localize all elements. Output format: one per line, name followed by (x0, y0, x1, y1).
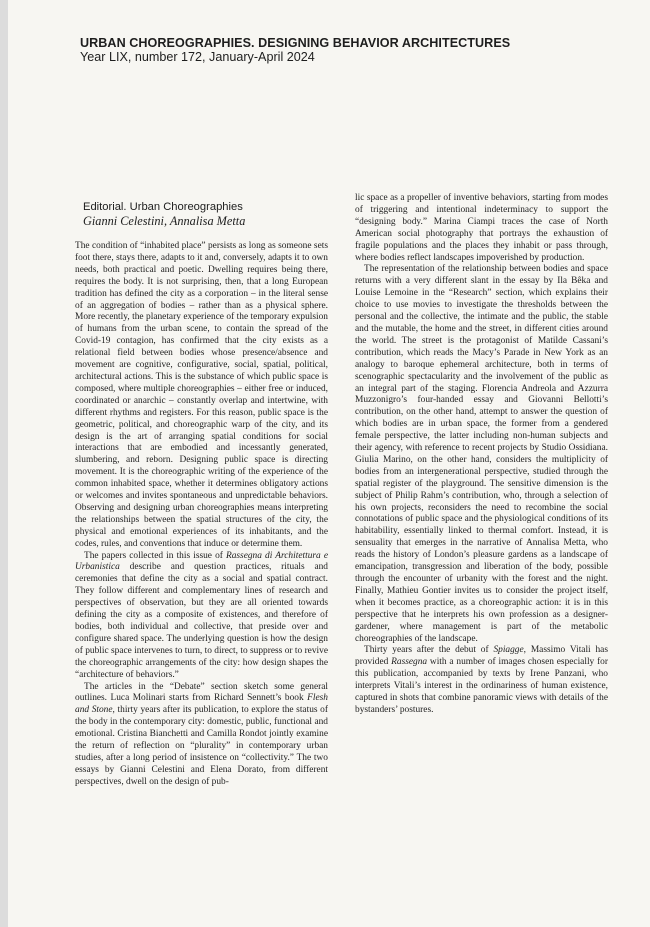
editorial-label: Editorial. Urban Choreographies (83, 201, 243, 213)
paragraph: The condition of “inhabited place” persists as long as someone sets foot there, stays there, adapts to it and, conversely, adapts it to own needs, both practical and poetic. Dwelling requires being there, requires the body. It is not surprising, then, that a long European tradition has defined the city as a corporation – in the literal sense of an aggregation of bodies – rather than as a physical sphere. More recently, the planetary experience of the temporary expulsion of humans from the urban scene, to contain the spread of the Covid-19 contagion, has confirmed that the city exists as a relational field between bodies whose presence/absence and movement are cognitive, configurative, social, spatial, political, architectural actions. This is the substance of which public space is composed, where multiple choreographies – either free or induced, coordinated or anarchic – constantly overlap and intertwine, with different rhythms and registers. For this reason, public space is the geometric, political, and choreographic warp of the city, and its design is the art of arranging spatial conditions for social interactions that are embodied and incessantly generated, slumbering, and reborn. Designing public space is directing movement. It is the choreographic writing of the experience of the common inhabited space, whether it determines obligatory actions or welcomes and invites spontaneous and unpredictable behaviors. Observing and designing urban choreographies means interpreting the relationships between the spatial structures of the city, the physical and emotional experiences of its inhabitants, and the codes, rules, and conventions that induce or determine them. (75, 241, 328, 549)
page-edge (0, 0, 8, 927)
left-column (75, 241, 328, 789)
paragraph: The articles in the “Debate” section sketch some general outlines. Luca Molinari starts from Richard Sennett’s book Flesh and Stone, thirty years after its publication, to explore the status of the body in the contemporary city: domestic, public, functional and emotional. Cristina Bianchetti and Camilla Rondot jointly examine the return of reflection on “plurality” in contemporary urban studies, after a long period of insistence on “collectivity.” The two essays by Gianni Celestini and Elena Dorato, from different perspectives, dwell on the design of pub- (75, 681, 328, 787)
page-header (80, 36, 600, 65)
issue-info: Year LIX, number 172, January-April 2024 (80, 50, 315, 64)
editorial-heading (83, 200, 343, 229)
paragraph: lic space as a propeller of inventive behaviors, starting from modes of triggering and intentional indeterminacy to support the “designing body.” Marina Ciampi traces the case of North American social photography that portrays the exhaustion of fragile populations and the places they inhabit or pass through, where bodies reflect landscapes impoverished by production. (355, 193, 608, 263)
paragraph: The representation of the relationship between bodies and space returns with a very different slant in the essay by Ila Bêka and Louise Lemoine in the “Research” section, which explains their choice to use movies to investigate the thresholds between the personal and the collective, the intimate and the public, the stable and the mutable, the home and the street, in different cities around the world. The street is the protagonist of Matilde Cassani’s contribution, which reads the Macy’s Parade in New York as an analogy to baroque ephemeral architecture, both in terms of scenographic spectacularity and the involvement of the public as an integral part of the staging. Florencia Andreola and Azzurra Muzzonigro’s four-handed essay and Giovanni Bellotti’s contribution, on the other hand, attempt to answer the question of which bodies are in urban space, the former from a gendered female perspective, the latter including non-human subjects and their agency, with reference to recent projects by Studio Ossidiana. Giulia Marino, on the other hand, considers the multiplicity of bodies from an intergenerational perspective, studied through the spatial register of the playground. The sensitive dimension is the subject of Philip Rahm’s contribution, who, through a selection of his own projects, reconsiders the need to recombine the social connotations of public space and the physiological conditions of its habitability, essentially linked to thermal comfort. Instead, it is sensuality that emerges in the narrative of Annalisa Metta, who reads the history of London’s pleasure gardens as a landscape of emancipation, transgression and liberation of the body, possible through the encounter of urbanity with the forest and the night. Finally, Mathieu Gontier invites us to consider the project itself, when it becomes practice, as a choreographic action: it is in this perspective that he interprets his own profession as a designer-gardener, where management is part of the metabolic choreographies of the landscape. (355, 264, 608, 644)
paragraph: The papers collected in this issue of Rassegna di Architettura e Urbanistica describe and question practices, rituals and ceremonies that define the city as a social and spatial contract. They follow different and complementary lines of research and perspectives of observation, but they are all oriented towards defining the city as a composite of existences, and therefore of bodies, both individual and collective, that preside over and configure shared space. The underlying question is how the design of public space intervenes to turn, to direct, to suppress or to revive the choreographic arrangements of the city: how design shapes the “architecture of behaviors.” (75, 550, 328, 680)
editorial-authors: Gianni Celestini, Annalisa Metta (83, 214, 246, 228)
right-column (355, 193, 608, 717)
paragraph: Thirty years after the debut of Spiagge, Massimo Vitali has provided Rassegna with a number of images chosen especially for this publication, accompanied by texts by Irene Panzani, who interprets Vitali’s interest in the ordinariness of human existence, captured in shots that combine panoramic views with details of the bystanders’ postures. (355, 645, 608, 715)
page-title: URBAN CHOREOGRAPHIES. DESIGNING BEHAVIOR ARCHITECTURES (80, 36, 511, 50)
